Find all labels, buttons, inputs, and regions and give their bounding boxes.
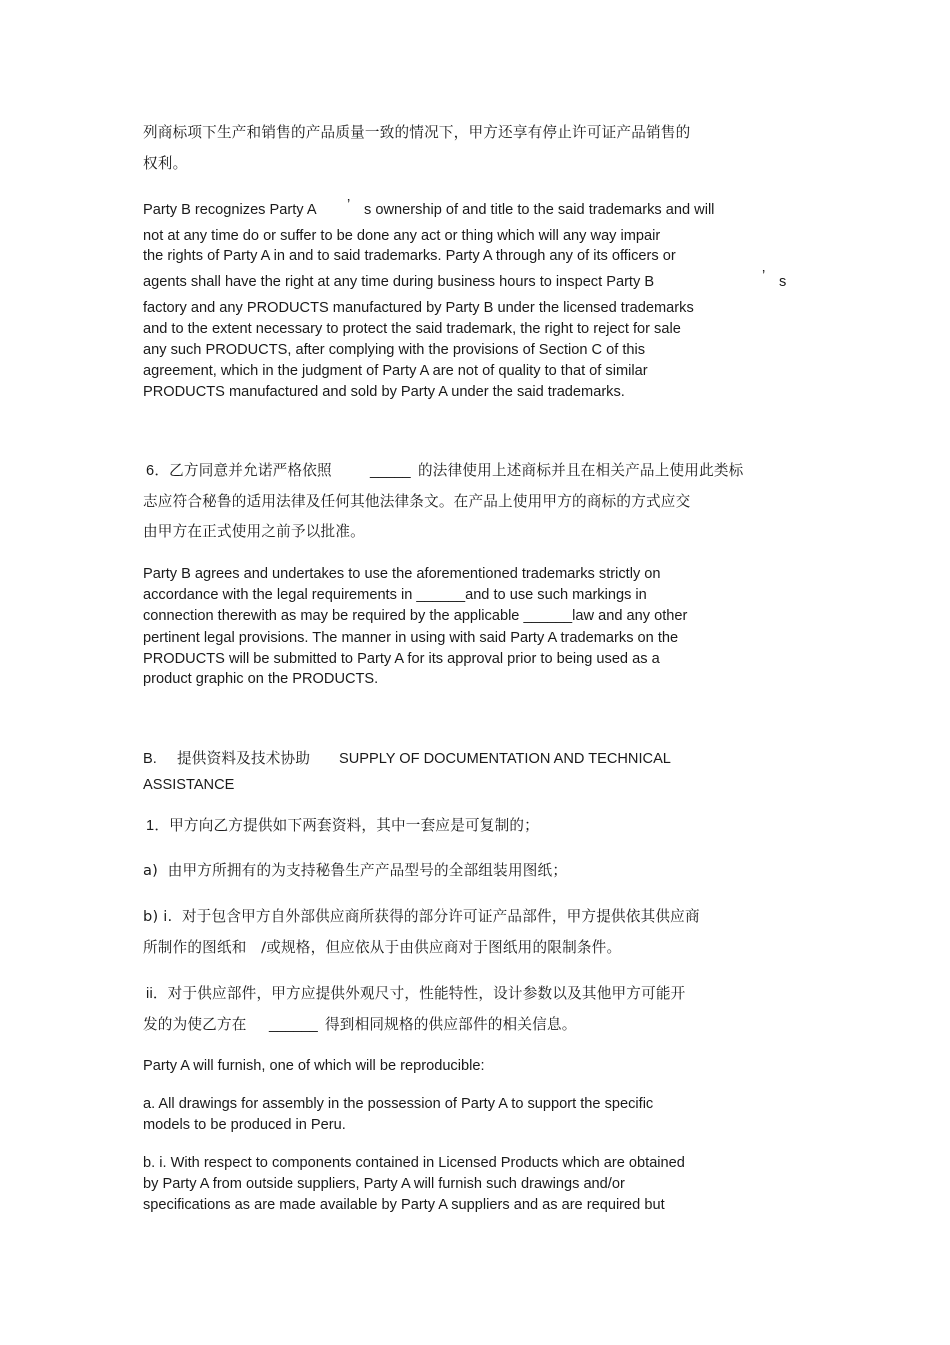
en-item-bi-line: by Party A from outside suppliers, Party A will furnish such drawings and/or bbox=[143, 1176, 625, 1192]
en-paragraph-line-tail: s bbox=[779, 274, 787, 290]
apostrophe-mark: ’ bbox=[347, 197, 351, 213]
item-6-zh-head: 6．乙方同意并允诺严格依照 bbox=[146, 463, 332, 479]
en-item-bi-line: b. i. With respect to components contained in Licensed Products which are obtained bbox=[143, 1155, 685, 1171]
en-paragraph-line: connection therewith as may be required by the applicable ______law and any other bbox=[143, 608, 688, 624]
en-paragraph-line: Party B agrees and undertakes to use the aforementioned trademarks strictly on bbox=[143, 566, 661, 582]
item-bi-zh-line: b) i. 对于包含甲方自外部供应商所获得的部分许可证产品部件，甲方提供依其供应商 bbox=[143, 908, 700, 925]
en-paragraph-line: agreement, which in the judgment of Party A are not of quality to that of similar bbox=[143, 363, 648, 379]
en-paragraph-line: accordance with the legal requirements in ______and to use such markings in bbox=[143, 587, 647, 603]
en-paragraph-line: not at any time do or suffer to be done any act or thing which will any way impair bbox=[143, 228, 661, 244]
item-ii-zh-head: 发的为使乙方在 bbox=[143, 1016, 247, 1033]
zh-paragraph-line: 列商标项下生产和销售的产品质量一致的情况下，甲方还享有停止许可证产品销售的 bbox=[143, 124, 691, 141]
en-paragraph-line: the rights of Party A in and to said trademarks. Party A through any of its officers or bbox=[143, 248, 676, 264]
item-bi-zh-line: 所制作的图纸和 /或规格，但应依从于由供应商对于图纸用的限制条件。 bbox=[143, 939, 622, 956]
en-item-a-line: models to be produced in Peru. bbox=[143, 1117, 346, 1133]
item-ii-zh-line: ii．对于供应部件，甲方应提供外观尺寸，性能特性，设计参数以及其他甲方可能开 bbox=[146, 986, 686, 1002]
en-furnish-line: Party A will furnish, one of which will be reproducible: bbox=[143, 1058, 485, 1074]
section-b-en-title-cont: ASSISTANCE bbox=[143, 777, 235, 793]
en-item-bi-line: specifications as are made available by Party A suppliers and as are required but bbox=[143, 1197, 665, 1213]
en-paragraph-line: PRODUCTS manufactured and sold by Party A under the said trademarks. bbox=[143, 384, 625, 400]
blank-field: _____ bbox=[370, 463, 411, 479]
blank-field: ______ bbox=[269, 1017, 318, 1033]
zh-paragraph-line: 志应符合秘鲁的适用法律及任何其他法律条文。在产品上使用甲方的商标的方式应交 bbox=[143, 493, 691, 510]
item-6-zh-tail: 的法律使用上述商标并且在相关产品上使用此类标 bbox=[418, 463, 744, 479]
en-paragraph-line: Party B recognizes Party A bbox=[143, 202, 317, 218]
en-paragraph-line: PRODUCTS will be submitted to Party A for its approval prior to being used as a bbox=[143, 651, 660, 667]
item-ii-zh-tail: 得到相同规格的供应部件的相关信息。 bbox=[325, 1017, 577, 1033]
en-paragraph-line: factory and any PRODUCTS manufactured by Party B under the licensed trademarks bbox=[143, 300, 694, 316]
en-item-a-line: a. All drawings for assembly in the possession of Party A to support the specific bbox=[143, 1096, 654, 1112]
zh-paragraph-line: 由甲方在正式使用之前予以批准。 bbox=[143, 523, 365, 540]
apostrophe-mark: ’ bbox=[762, 268, 766, 284]
en-paragraph-line: pertinent legal provisions. The manner in using with said Party A trademarks on the bbox=[143, 630, 679, 646]
section-b-en-title: SUPPLY OF DOCUMENTATION AND TECHNICAL bbox=[339, 751, 671, 767]
en-paragraph-line: and to the extent necessary to protect the said trademark, the right to reject for sale bbox=[143, 321, 681, 337]
en-paragraph-line: any such PRODUCTS, after complying with the provisions of Section C of this bbox=[143, 342, 646, 358]
item-1-zh: 1．甲方向乙方提供如下两套资料，其中一套应是可复制的； bbox=[146, 818, 539, 834]
section-b-zh-title: 提供资料及技术协助 bbox=[177, 751, 311, 767]
item-a-zh: a) 由甲方所拥有的为支持秘鲁生产产品型号的全部组装用图纸； bbox=[143, 862, 568, 879]
en-paragraph-line: agents shall have the right at any time during business hours to inspect Party B bbox=[143, 274, 655, 290]
section-b-label: B. bbox=[143, 751, 157, 767]
en-paragraph-line: product graphic on the PRODUCTS. bbox=[143, 671, 379, 687]
zh-paragraph-line: 权利。 bbox=[143, 155, 188, 172]
en-paragraph-line-tail: s ownership of and title to the said trademarks and will bbox=[364, 202, 715, 218]
